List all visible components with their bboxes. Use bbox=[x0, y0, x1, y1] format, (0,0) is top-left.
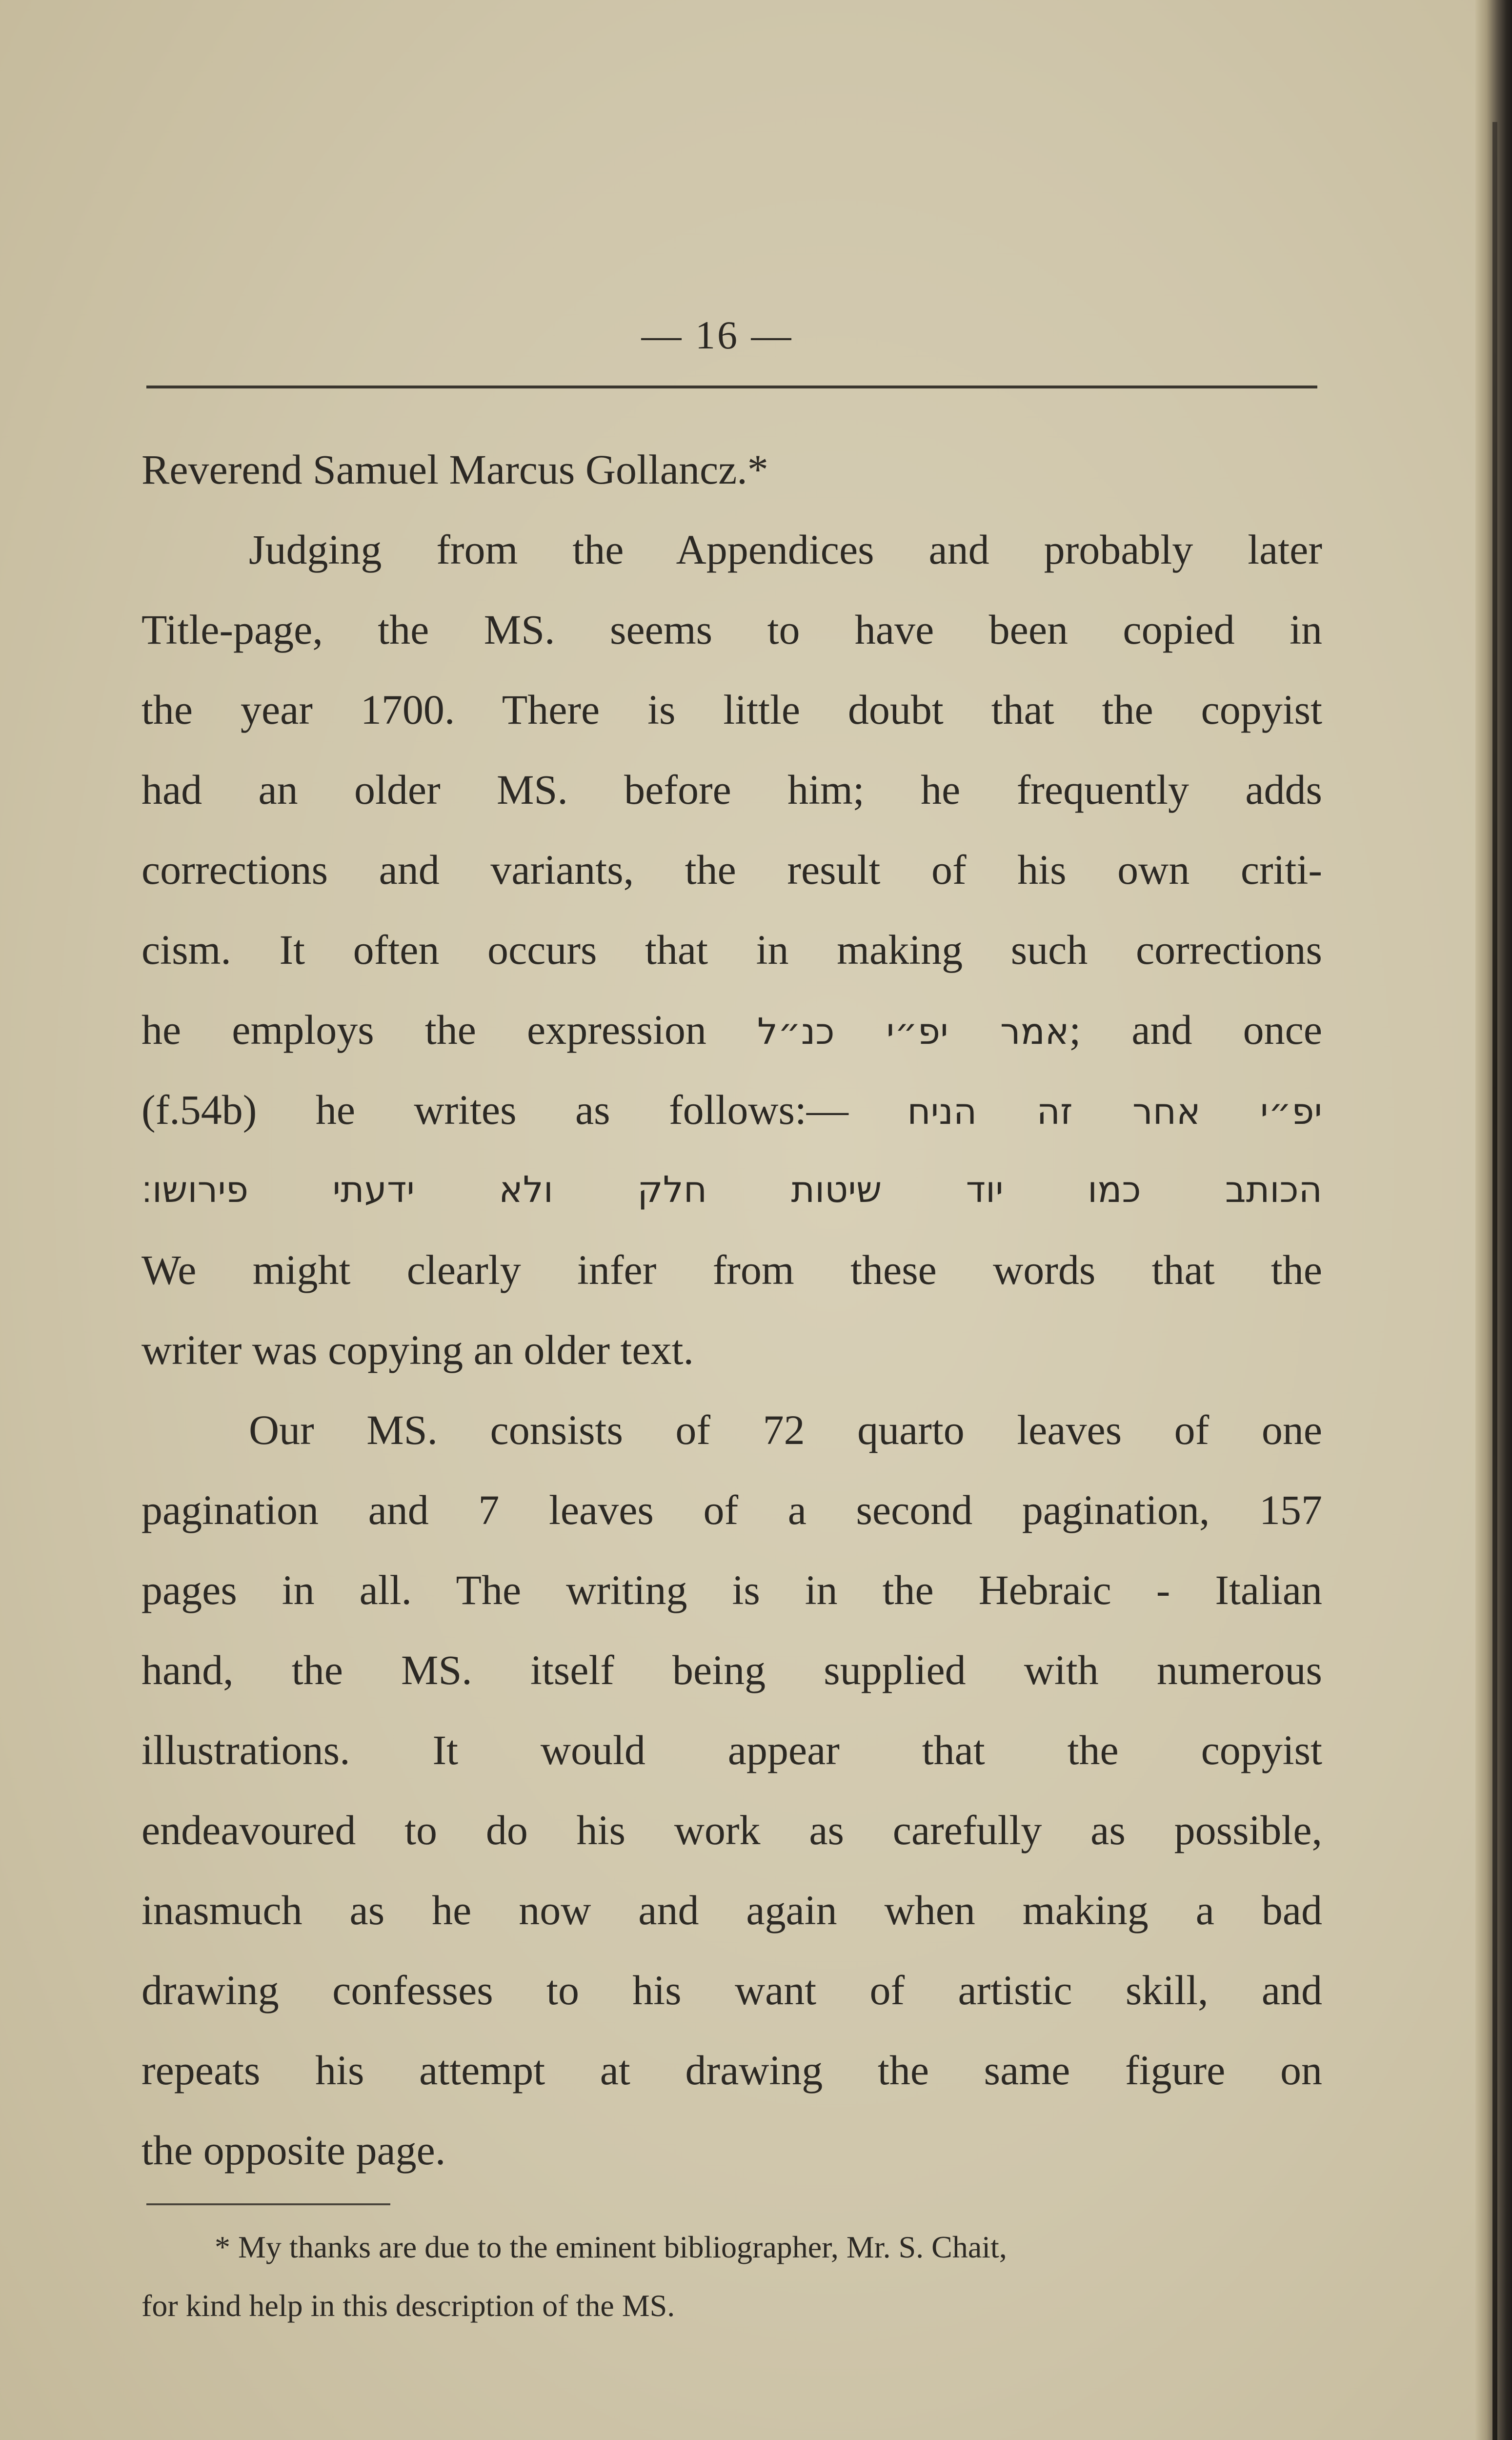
hebrew-expression: אמר יפ״י כנ״ל bbox=[757, 1011, 1069, 1053]
text-line: pagination and 7 leaves of a second pagination, 157 bbox=[141, 1486, 1322, 1533]
text-line: cism. It often occurs that in making such corrections bbox=[141, 926, 1322, 973]
footnote bbox=[141, 2218, 1322, 2335]
footnote-rule bbox=[146, 2203, 390, 2205]
text-segment: ; and once bbox=[1069, 1006, 1322, 1053]
text-line: the year 1700. There is little doubt that the copyist bbox=[141, 686, 1322, 733]
hebrew-quotation-start: יפ״י אחר זה הניח bbox=[907, 1091, 1322, 1133]
text-line: Judging from the Appendices and probably later bbox=[249, 526, 1322, 573]
binding-shadow bbox=[1492, 122, 1497, 2440]
text-line: endeavoured to do his work as carefully as possible, bbox=[141, 1807, 1322, 1853]
text-line: repeats his attempt at drawing the same figure on bbox=[141, 2047, 1322, 2094]
header-rule bbox=[146, 386, 1317, 388]
text-line-with-hebrew bbox=[141, 1070, 1322, 1150]
text-line: Reverend Samuel Marcus Gollancz.* bbox=[141, 446, 768, 493]
text-line-with-hebrew bbox=[141, 990, 1322, 1070]
body-text bbox=[141, 429, 1322, 2190]
text-line: writer was copying an older text. bbox=[141, 1326, 694, 1373]
text-line: Title-page, the MS. seems to have been copied in bbox=[141, 606, 1322, 653]
footnote-line: * My thanks are due to the eminent bibliographer, Mr. S. Chait, bbox=[215, 2230, 1007, 2264]
footnote-line: for kind help in this description of the MS. bbox=[141, 2288, 675, 2323]
page-number: — 16 — bbox=[641, 313, 793, 357]
text-line: We might clearly infer from these words that the bbox=[141, 1246, 1322, 1293]
hebrew-quotation-line: הכותב כמו יוד שיטות חלק ולא ידעתי פירושו׃ bbox=[141, 1169, 1322, 1211]
text-line: the opposite page. bbox=[141, 2127, 446, 2174]
text-segment: (f.54b) he writes as follows:— bbox=[141, 1086, 848, 1133]
text-line: inasmuch as he now and again when making a bad bbox=[141, 1887, 1322, 1933]
binding-edge bbox=[1475, 0, 1512, 2440]
text-line: corrections and variants, the result of his own criti- bbox=[141, 846, 1322, 893]
text-line: Our MS. consists of 72 quarto leaves of one bbox=[249, 1406, 1322, 1453]
text-segment: he employs the expression bbox=[141, 1006, 706, 1053]
text-line: illustrations. It would appear that the copyist bbox=[141, 1727, 1322, 1773]
text-line: had an older MS. before him; he frequently adds bbox=[141, 766, 1322, 813]
text-line: drawing confesses to his want of artistic skill, and bbox=[141, 1967, 1322, 2013]
text-line: pages in all. The writing is in the Hebraic - Italian bbox=[141, 1566, 1322, 1613]
text-line: hand, the MS. itself being supplied with numerous bbox=[141, 1647, 1322, 1693]
